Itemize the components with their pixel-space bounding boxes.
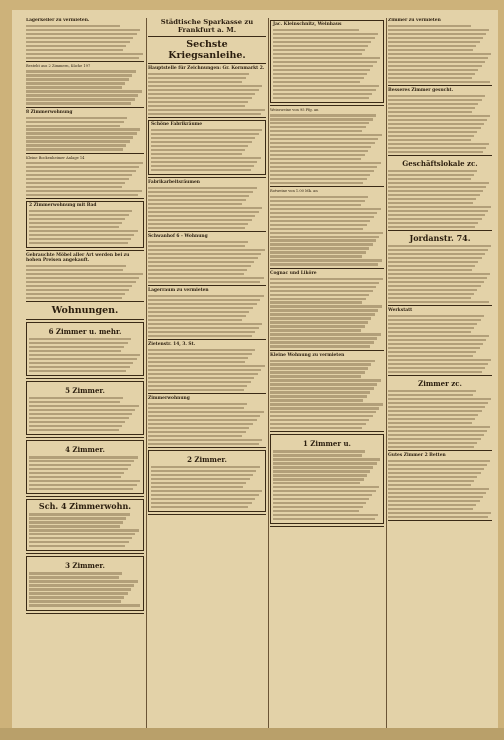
page-edge <box>0 728 504 740</box>
ad-block <box>26 381 144 435</box>
divider <box>270 186 384 187</box>
ad-heading: Besseres Zimmer gesucht. <box>388 87 454 93</box>
ad-heading: Sch. 4 Zimmerwohn. <box>38 501 132 512</box>
ad-block <box>26 64 144 104</box>
ad-block <box>148 18 266 34</box>
divider <box>148 231 266 232</box>
ad-body-text <box>148 403 266 445</box>
ad-body-text <box>29 456 141 490</box>
ad-body-text <box>151 466 263 508</box>
divider <box>388 155 492 156</box>
divider <box>26 107 144 108</box>
ad-block <box>26 499 144 551</box>
ad-heading: Geschäftslokale zc. <box>402 158 478 168</box>
ad-block <box>26 110 144 151</box>
ad-block <box>26 322 144 376</box>
divider <box>148 339 266 340</box>
ad-block <box>388 88 492 153</box>
ad-body-text <box>26 117 144 151</box>
ad-body-text <box>388 460 492 518</box>
ad-heading: Gebrauchte Möbel aller Art werden bei zu hohen Preisen angekauft. <box>26 253 130 264</box>
column-rule <box>146 18 147 728</box>
ad-heading: Kleine Wohnung zu vermieten <box>270 352 345 358</box>
divider <box>270 431 384 432</box>
column-1 <box>26 18 144 616</box>
ad-heading: Lagerkeller zu vermieten. <box>26 18 90 23</box>
divider <box>148 63 266 64</box>
ad-block <box>26 18 144 59</box>
ad-block <box>388 453 492 518</box>
ad-heading: 8 Zimmerwohnung <box>26 109 73 115</box>
ad-heading: 4 Zimmer. <box>65 445 105 455</box>
ad-body-text <box>388 25 492 83</box>
ad-block <box>26 305 144 317</box>
ad-block <box>388 18 492 83</box>
divider <box>26 153 144 154</box>
ad-block <box>148 342 266 391</box>
ad-body-text <box>29 572 141 606</box>
divider <box>26 613 144 614</box>
ad-block <box>148 288 266 337</box>
ad-heading: Hauptstelle für Zeichnungen: Gr. Kornmarkt 2. <box>148 66 265 71</box>
ad-block <box>148 234 266 283</box>
ad-heading: 6 Zimmer u. mehr. <box>48 327 122 337</box>
divider <box>388 520 492 521</box>
divider <box>148 117 266 118</box>
divider <box>26 250 144 251</box>
divider <box>270 105 384 106</box>
divider <box>26 437 144 438</box>
ad-block <box>270 108 384 184</box>
ad-body-text <box>151 129 263 171</box>
ad-block <box>26 253 144 299</box>
ad-body-text <box>273 29 381 99</box>
ad-heading: Kleine Bockenheimer Anlage 14 <box>26 155 85 160</box>
column-rule <box>386 18 387 728</box>
ad-body-text <box>26 265 144 299</box>
ad-body-text <box>29 397 141 431</box>
ad-block <box>148 120 266 175</box>
ad-heading: Zietenstr. 14, 3. St. <box>148 342 196 348</box>
column-3 <box>270 18 384 529</box>
ad-heading: Schöne Fabrikräume <box>151 122 203 128</box>
divider <box>26 553 144 554</box>
ad-heading: 5 Zimmer. <box>65 386 105 396</box>
column-4 <box>388 18 492 523</box>
ad-block <box>26 201 144 248</box>
ad-block <box>388 159 492 228</box>
divider <box>148 393 266 394</box>
divider <box>26 301 144 302</box>
ad-block <box>270 189 384 265</box>
ad-body-text <box>270 360 384 430</box>
ad-heading: 2 Zimmerwohnung mit Bad <box>29 203 97 209</box>
ad-body-text <box>388 95 492 153</box>
ad-block <box>388 233 492 303</box>
ad-block <box>26 156 144 196</box>
ad-heading: Besteht aus 2 Zimmern, Küche 197 <box>26 64 91 69</box>
ad-heading: Weissweine von 95 Pfg. an <box>270 107 319 112</box>
ad-block <box>26 556 144 610</box>
ad-block <box>148 450 266 512</box>
ad-body-text <box>148 187 266 229</box>
divider <box>26 319 144 320</box>
ad-body-text <box>29 210 141 244</box>
ad-heading: Städtische Sparkasse zu Frankfurt a. M. <box>160 18 254 34</box>
ad-body-text <box>270 278 384 348</box>
ad-body-text <box>29 338 141 372</box>
ad-block <box>388 308 492 373</box>
divider <box>148 36 266 37</box>
ad-heading: Jac. Kleinschnitz, Weinhaus <box>273 22 342 27</box>
ad-body-text <box>26 162 144 196</box>
ad-heading: Jordanstr. 74. <box>409 232 471 243</box>
divider <box>388 85 492 86</box>
divider <box>26 378 144 379</box>
ad-body-text <box>29 513 141 547</box>
ad-body-text <box>148 349 266 391</box>
divider <box>26 61 144 62</box>
divider <box>270 526 384 527</box>
ad-heading: Lagerraum zu vermieten <box>148 288 209 294</box>
divider <box>148 177 266 178</box>
ad-body-text <box>148 73 266 115</box>
ad-heading: Wohnungen. <box>51 305 119 317</box>
ad-body-text <box>388 245 492 303</box>
divider <box>26 198 144 199</box>
ad-heading: Gutes Zimmer 2 Betten <box>388 452 446 458</box>
ad-block <box>148 39 266 61</box>
divider <box>148 447 266 448</box>
divider <box>148 514 266 515</box>
ad-body-text <box>148 295 266 337</box>
ad-heading: 2 Zimmer. <box>187 455 227 465</box>
ad-heading: Schwanhof 6 - Wohnung <box>148 234 208 240</box>
divider <box>270 268 384 269</box>
ad-heading: 3 Zimmer. <box>65 561 105 571</box>
divider <box>270 350 384 351</box>
ad-block <box>270 20 384 103</box>
ad-heading: Sechste Kriegsanleihe. <box>168 39 246 61</box>
ad-heading: Cognac und Liköre <box>270 270 317 276</box>
divider <box>148 285 266 286</box>
ad-body-text <box>270 196 384 266</box>
ad-heading: Zimmer zc. <box>418 378 462 388</box>
column-2 <box>148 18 266 517</box>
ad-body-text <box>388 315 492 373</box>
ad-body-text <box>270 114 384 184</box>
ad-body-text <box>148 241 266 283</box>
ad-heading: Zimmer zu vermieten <box>388 18 441 23</box>
ad-block <box>388 379 492 448</box>
ad-body-text <box>26 70 144 104</box>
ad-block <box>270 353 384 430</box>
ad-heading: 1 Zimmer u. <box>303 439 351 449</box>
ad-block <box>148 66 266 115</box>
ad-block <box>26 440 144 494</box>
divider <box>388 375 492 376</box>
ad-body-text <box>26 25 144 59</box>
divider <box>388 450 492 451</box>
divider <box>388 305 492 306</box>
ad-block <box>148 396 266 445</box>
ad-body-text <box>388 390 492 448</box>
newspaper-page <box>12 10 498 734</box>
divider <box>388 230 492 231</box>
ad-body-text <box>388 170 492 228</box>
divider <box>26 496 144 497</box>
column-rule <box>268 18 269 728</box>
ad-heading: Werkstatt <box>388 307 413 313</box>
ad-heading: Fabrikarbeitsräumen <box>148 180 200 186</box>
ad-body-text <box>273 450 381 520</box>
ad-heading: Zimmerwohnung <box>148 396 190 402</box>
ad-block <box>270 434 384 524</box>
ad-heading: Rotweine von 1.00 Mk. an <box>270 189 318 194</box>
ad-block <box>270 271 384 348</box>
ad-block <box>148 180 266 229</box>
